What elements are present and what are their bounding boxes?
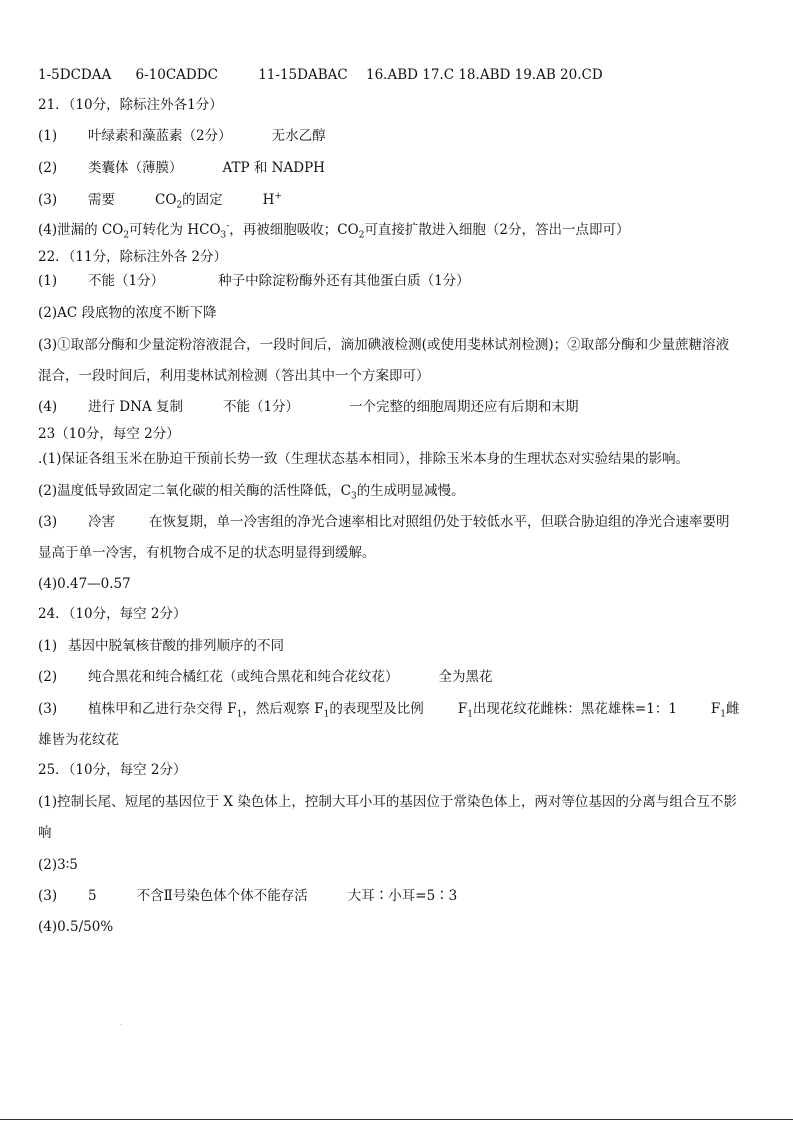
q22-line-4: (4) 进行 DNA 复制 不能（1分） 一个完整的细胞周期还应有后期和末期 xyxy=(38,399,579,415)
mc-group-4: 16.ABD 17.C 18.ABD 19.AB 20.CD xyxy=(366,67,603,83)
mc-group-1: 1-5DCDAA xyxy=(38,67,112,83)
q21-line-4: (4)泄漏的 $CO_2$可转化为 $HCO_3^-$，再被细胞吸收；$CO_2$可直接扩散进入细胞（2分，答出一点即可） xyxy=(38,221,630,241)
q24-line-1: (1) 基因中脱氧核苷酸的排列顺序的不同 xyxy=(38,638,284,654)
q23-line-4: (4)0.47—0.57 xyxy=(38,576,131,592)
q25-line-3: (3) 5 不含Ⅱ号染色体个体不能存活 大耳∶小耳=5∶3 xyxy=(38,888,458,904)
q24-line-2: (2) 纯合黑花和纯合橘红花（或纯合黑花和纯合花纹花） 全为黑花 xyxy=(38,669,493,685)
q21-line-3: (3) 需要 $CO_2$的固定 H+ xyxy=(38,191,282,211)
q25-line-4: (4)0.5/50% xyxy=(38,919,114,935)
q22-header: 22．（11分，除标注外各 2分） xyxy=(38,249,227,265)
q23-line-3: (3) 冷害 在恢复期，单一冷害组的净光合速率相比对照组仍处于较低水平，但联合胁迫组的净光合速率要明 xyxy=(38,514,730,530)
q23-line-2: (2)温度低导致固定二氧化碳的相关酶的活性降低，$C_3$的生成明显减慢。 xyxy=(38,483,465,502)
q23-line-3b: 显高于单一冷害，有机物合成不足的状态明显得到缓解。 xyxy=(38,545,376,561)
q21-line-1: (1) 叶绿素和藻蓝素（2分） 无水乙醇 xyxy=(38,128,326,144)
q24-line-3b: 雄皆为花纹花 xyxy=(38,732,119,748)
q21-line-2: (2) 类囊体（薄膜） ATP 和 NADPH xyxy=(38,160,325,176)
q22-line-2: (2)AC 段底物的浓度不断下降 xyxy=(38,305,217,321)
q21-header: 21．（10分，除标注外各1分） xyxy=(38,97,223,113)
scan-speck xyxy=(120,1024,122,1025)
q23-header: 23（10分，每空 2分） xyxy=(38,426,180,442)
mc-answers-line xyxy=(38,66,603,84)
q25-line-1b: 响 xyxy=(38,825,52,841)
q22-line-1: (1) 不能（1分） 种子中除淀粉酶外还有其他蛋白质（1分） xyxy=(38,273,470,289)
q22-line-3b: 混合，一段时间后，利用斐林试剂检测（答出其中一个方案即可） xyxy=(38,368,430,384)
q25-line-1: (1)控制长尾、短尾的基因位于 X 染色体上，控制大耳小耳的基因位于常染色体上，两对等位基因的分离与组合互不影 xyxy=(38,794,737,810)
q23-line-1: .(1)保证各组玉米在胁迫干预前长势一致（生理状态基本相同），排除玉米本身的生理状态对实验结果的影响。 xyxy=(38,451,690,467)
page-bottom-rule xyxy=(0,1119,793,1120)
mc-group-3: 11-15DABAC xyxy=(258,67,348,83)
mc-group-2: 6-10CADDC xyxy=(135,67,218,83)
q25-header: 25．（10分，每空 2分） xyxy=(38,762,187,778)
q25-line-2: (2)3∶5 xyxy=(38,857,78,873)
q24-line-3: (3) 植株甲和乙进行杂交得 $F_1$，然后观察 $F_1$的表现型及比例 $F_1$出现花纹花雌株：黑花雄株=1：1 $F_1$雌 xyxy=(38,701,740,720)
q22-line-3a: (3)①取部分酶和少量淀粉溶液混合，一段时间后，滴加碘液检测(或使用斐林试剂检测)；②取部分酶和少量蔗糖溶液 xyxy=(38,337,730,353)
q24-header: 24．（10分，每空 2分） xyxy=(38,606,187,622)
